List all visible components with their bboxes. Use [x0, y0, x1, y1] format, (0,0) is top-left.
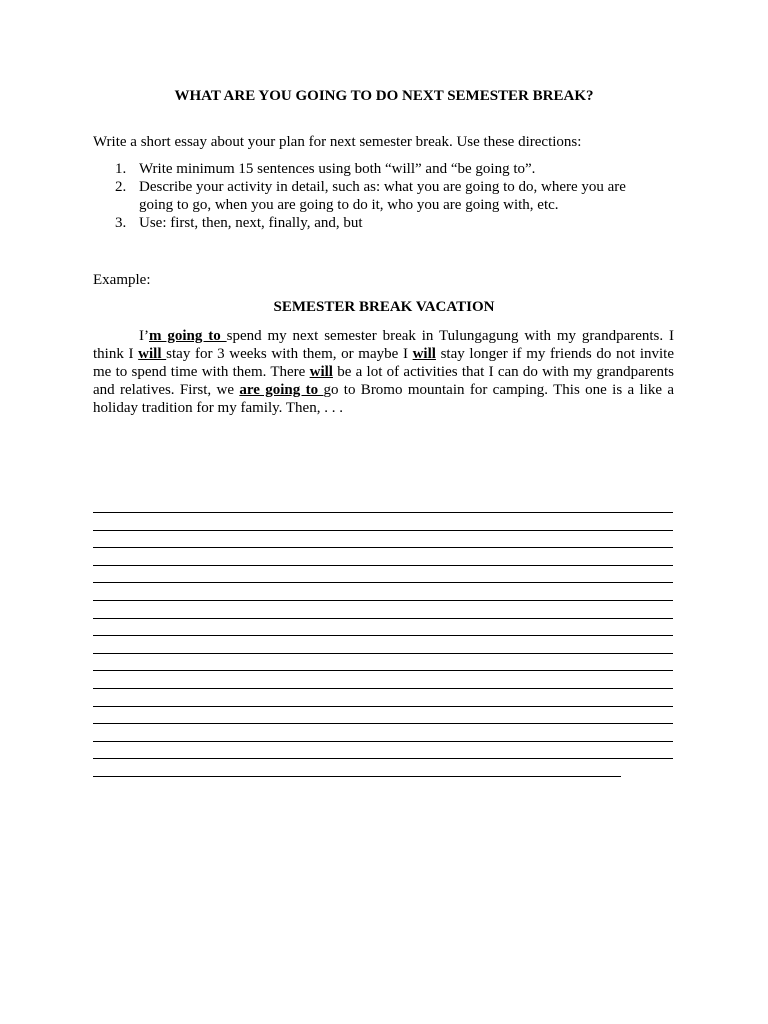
- example-label: Example:: [93, 272, 151, 288]
- direction-text: Write minimum 15 sentences using both “will” and “be going to”.: [139, 161, 536, 177]
- writing-line[interactable]: [93, 706, 673, 707]
- direction-item: [93, 178, 653, 214]
- direction-text: Use: first, then, next, finally, and, but: [139, 215, 363, 231]
- direction-text: Describe your activity in detail, such as: what you are going to do, where you are going to go, when you are going to do it, who you are going with, etc.: [139, 179, 626, 213]
- direction-item: [93, 214, 653, 232]
- direction-number: 2.: [115, 179, 127, 195]
- writing-line[interactable]: [93, 618, 673, 619]
- instructions-text: Write a short essay about your plan for next semester break. Use these directions:: [93, 134, 582, 150]
- paragraph-text: stay longer if my friends do not invite me to spend time with them. There: [93, 346, 674, 380]
- writing-line[interactable]: [93, 600, 673, 601]
- writing-line[interactable]: [93, 741, 673, 742]
- writing-line[interactable]: [93, 635, 673, 636]
- highlighted-phrase: m going to: [149, 328, 227, 344]
- example-title: SEMESTER BREAK VACATION: [273, 299, 495, 315]
- highlighted-phrase: will: [412, 346, 436, 362]
- writing-line[interactable]: [93, 723, 673, 724]
- writing-line[interactable]: [93, 512, 673, 513]
- writing-line[interactable]: [93, 547, 673, 548]
- writing-line[interactable]: [93, 758, 673, 759]
- writing-line[interactable]: [93, 582, 673, 583]
- writing-line[interactable]: [93, 653, 673, 654]
- example-paragraph: [93, 327, 674, 417]
- highlighted-phrase: will: [138, 346, 167, 362]
- highlighted-phrase: are going to: [239, 382, 324, 398]
- direction-item: [93, 160, 653, 178]
- highlighted-phrase: will: [309, 364, 333, 380]
- writing-line[interactable]: [93, 688, 673, 689]
- paragraph-text: spend my next semester break in Tulungagung with my grandparents. I think I: [93, 328, 675, 362]
- paragraph-text: be a lot of activities that I can do with my grandparents and relatives. First, we: [93, 364, 675, 398]
- writing-line[interactable]: [93, 670, 673, 671]
- direction-number: 3.: [115, 215, 127, 231]
- paragraph-text: stay for 3 weeks with them, or maybe I: [166, 346, 413, 362]
- paragraph-text: I’: [139, 328, 149, 344]
- writing-line[interactable]: [93, 565, 673, 566]
- writing-line[interactable]: [93, 776, 621, 777]
- direction-number: 1.: [115, 161, 127, 177]
- directions-list: [93, 160, 653, 232]
- writing-line[interactable]: [93, 530, 673, 531]
- worksheet-title: WHAT ARE YOU GOING TO DO NEXT SEMESTER BREAK?: [174, 88, 594, 104]
- paragraph-text: go to Bromo mountain for camping. This one is a like a holiday tradition for my family. Then, . . .: [93, 382, 674, 416]
